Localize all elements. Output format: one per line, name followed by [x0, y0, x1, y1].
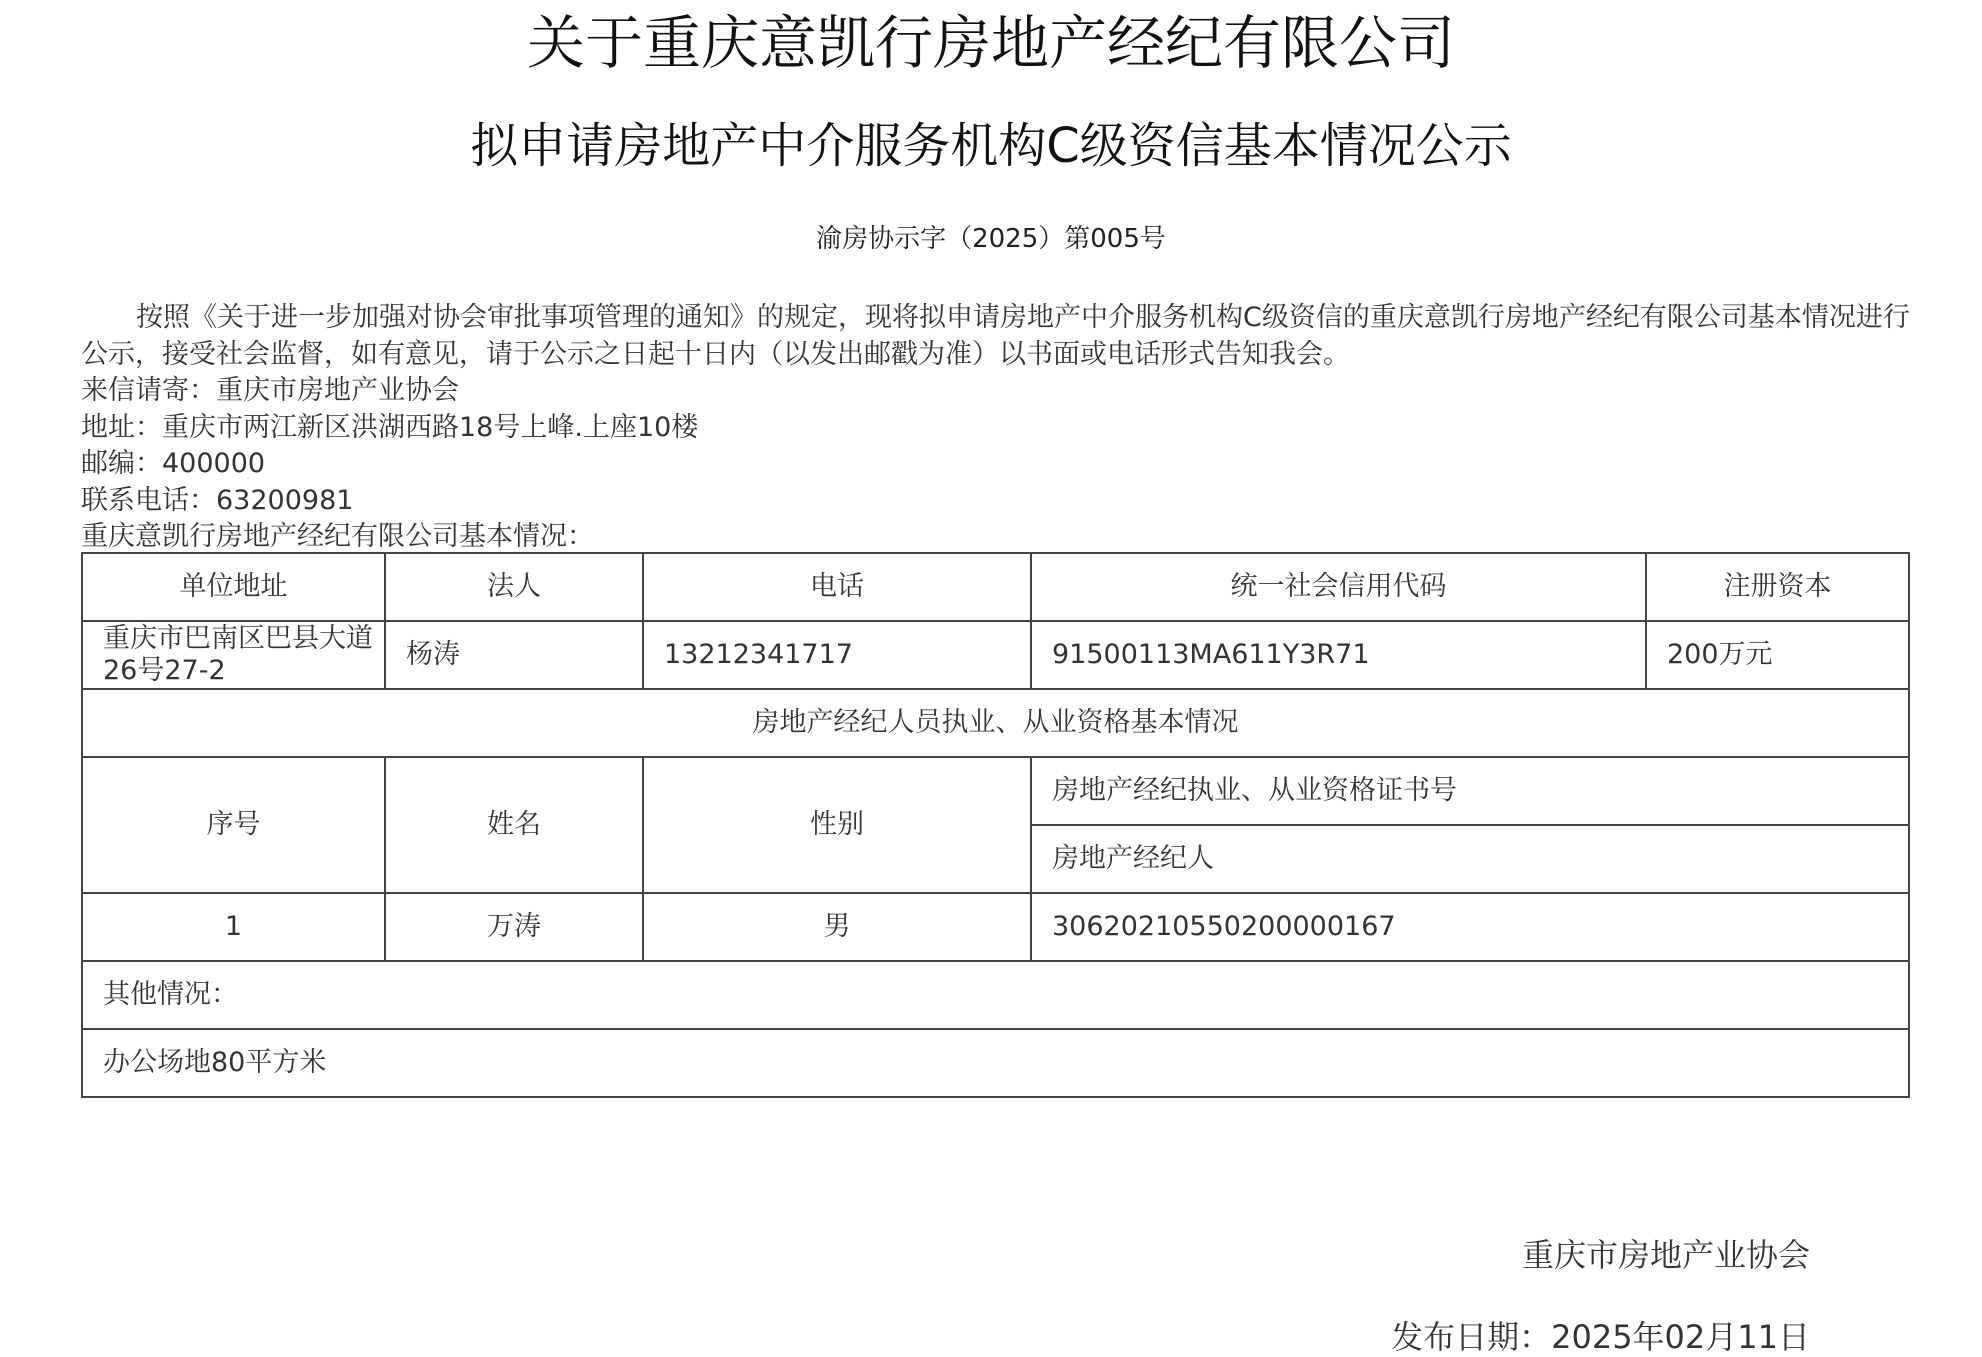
company-address: 重庆市巴南区巴县大道26号27-2 — [82, 621, 385, 689]
mail-to-line: 来信请寄：重庆市房地产业协会 — [81, 375, 459, 406]
other-value-row — [82, 1029, 1909, 1097]
header-phone: 电话 — [643, 553, 1031, 621]
header-index: 序号 — [82, 757, 385, 893]
page-title: 关于重庆意凯行房地产经纪有限公司 — [526, 9, 1455, 77]
other-label-row — [82, 961, 1909, 1029]
document-number: 渝房协示字（2025）第005号 — [816, 224, 1166, 254]
header-name: 姓名 — [385, 757, 643, 893]
basic-info-label: 重庆意凯行房地产经纪有限公司基本情况： — [81, 521, 594, 552]
header-address: 单位地址 — [82, 553, 385, 621]
section-title-row — [82, 689, 1909, 757]
other-value: 办公场地80平方米 — [82, 1029, 1909, 1097]
signature: 重庆市房地产业协会 — [1521, 1236, 1810, 1274]
table-row — [82, 621, 1909, 689]
postcode-line: 邮编：400000 — [81, 448, 266, 479]
header-credit-code: 统一社会信用代码 — [1031, 553, 1646, 621]
header-legal-person: 法人 — [385, 553, 643, 621]
staff-name: 万涛 — [385, 893, 643, 961]
header-cert-type: 房地产经纪人 — [1031, 825, 1909, 893]
header-cert-no: 房地产经纪执业、从业资格证书号 — [1031, 757, 1909, 825]
company-info-table — [81, 552, 1910, 1098]
notice-body — [81, 300, 1913, 556]
header-capital: 注册资本 — [1646, 553, 1909, 621]
page-subtitle: 拟申请房地产中介服务机构C级资信基本情况公示 — [470, 118, 1512, 174]
phone-line: 联系电话：63200981 — [81, 484, 354, 516]
company-legal-person: 杨涛 — [385, 621, 643, 689]
table-header-row — [82, 553, 1909, 621]
company-phone: 13212341717 — [643, 621, 1031, 689]
other-label: 其他情况： — [82, 961, 1909, 1029]
address-line: 地址：重庆市两江新区洪湖西路18号上峰.上座10楼 — [81, 411, 699, 443]
publish-date: 发布日期：2025年02月11日 — [1391, 1318, 1810, 1356]
staff-index: 1 — [82, 893, 385, 961]
staff-header-row — [82, 757, 1909, 825]
company-credit-code: 91500113MA611Y3R71 — [1031, 621, 1646, 689]
company-capital: 200万元 — [1646, 621, 1909, 689]
staff-gender: 男 — [643, 893, 1031, 961]
notice-paragraph: 按照《关于进一步加强对协会审批事项管理的通知》的规定，现将拟申请房地产中介服务机构C级资信的重庆意凯行房地产经纪有限公司基本情况进行公示，接受社会监督，如有意见，请于公示之日起十日内（以发出邮戳为准）以书面或电话形式告知我会。 — [81, 302, 1910, 370]
staff-section-title: 房地产经纪人员执业、从业资格基本情况 — [82, 689, 1909, 757]
staff-cert-no: 30620210550200000167 — [1031, 893, 1909, 961]
header-gender: 性别 — [643, 757, 1031, 893]
table-row — [82, 893, 1909, 961]
